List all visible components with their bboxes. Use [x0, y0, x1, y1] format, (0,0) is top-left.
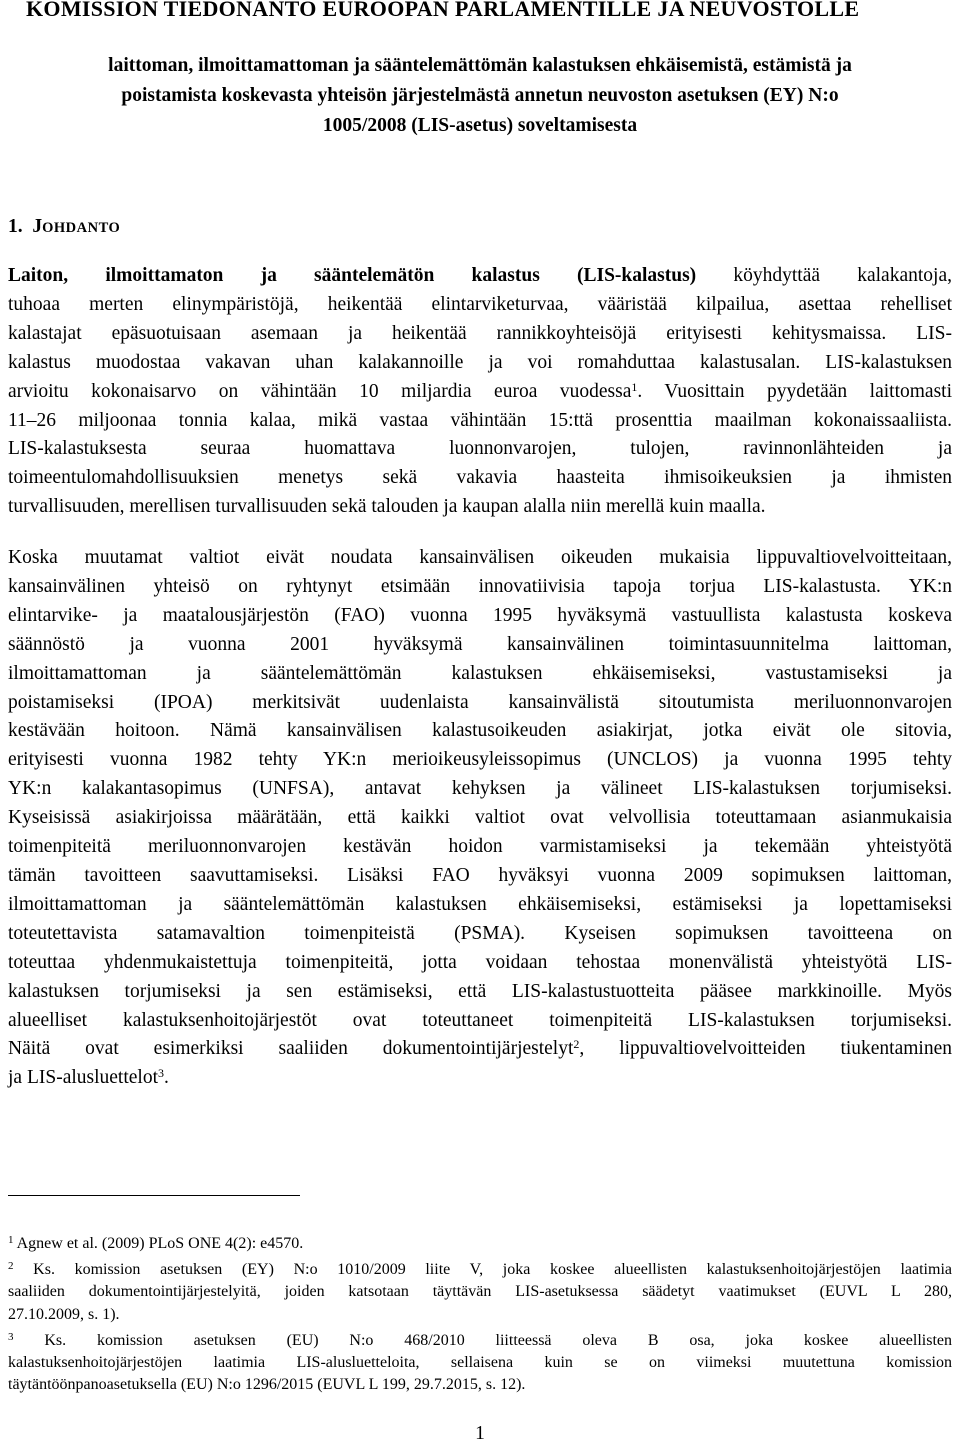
paragraph-line: toteuttaa yhdenmukaistettuja toimenpiteitä, jotta voidaan tehostaa monenvälistä yhteistyötä LIS-: [8, 951, 952, 973]
subtitle-line: laittoman, ilmoittamattoman ja sääntelemättömän kalastuksen ehkäisemistä, estämistä ja: [108, 55, 852, 76]
line-text: arvioitu kokonaisarvo on vähintään 10 miljardia euroa vuodessa: [8, 380, 632, 402]
paragraph-line: [8, 378, 952, 407]
paragraph-line: turvallisuuden, merellisen turvallisuuden sekä talouden ja kaupan alalla niin merellä kuin maalla.: [8, 496, 766, 518]
line-text: ja LIS-alusluettelot: [8, 1067, 159, 1089]
footnote-line: täytäntöönpanoasetuksella (EU) N:o 1296/2015 (EUVL L 199, 29.7.2015, s. 12).: [8, 1376, 526, 1394]
paragraph-line: säännöstö ja vuonna 2001 hyväksymä kansainvälinen toimintasuunnitelma laittoman,: [8, 633, 952, 655]
footnote-line: [8, 1330, 952, 1352]
footnote-text: Ks. komission asetuksen (EU) N:o 468/2010 liitteessä oleva B osa, joka koskee alueellisten: [13, 1331, 952, 1349]
paragraph-line: kansainvälinen yhteisö on ryhtynyt etsimään innovatiivisia tapoja torjua LIS-kalastusta. YK:n: [8, 575, 952, 597]
paragraph-line: [8, 1064, 952, 1093]
footnote-text: Ks. komission asetuksen (EY) N:o 1010/2009 liite V, joka koskee alueellisten kalastuksenhoitojärjestöjen laatimia: [13, 1261, 952, 1279]
footnote-3: [8, 1330, 952, 1397]
paragraph-line: erityisesti vuonna 1982 tehty YK:n merioikeusyleissopimus (UNCLOS) ja vuonna 1995 tehty: [8, 749, 952, 771]
footnote-2: [8, 1259, 952, 1326]
paragraph-line: kalastus muodostaa vakavan uhan kalakannoille ja voi romahduttaa kalastusalan. LIS-kalastuksen: [8, 351, 952, 373]
paragraph-line: toimeentulomahdollisuuksien menetys sekä vakavia haasteita ihmisoikeuksien ja ihmisten: [8, 467, 952, 489]
document-title: KOMISSION TIEDONANTO EUROOPAN PARLAMENTILLE JA NEUVOSTOLLE: [26, 0, 860, 21]
footnote-ref[interactable]: 3: [158, 1066, 165, 1081]
paragraph-line: tuhoaa merten elinympäristöjä, heikentää elintarviketurvaa, vääristää kilpailua, asettaa rehelliset: [8, 293, 952, 315]
paragraph-line: Kyseisissä asiakirjoissa määrätään, että kaikki valtiot ovat velvollisia toteuttamaan asianmukaisia: [8, 807, 952, 829]
paragraph-line: LIS-kalastuksesta seuraa huomattava luonnonvarojen, tulojen, ravinnonlähteiden ja: [8, 438, 952, 460]
subtitle-line: 1005/2008 (LIS-asetus) soveltamisesta: [322, 115, 638, 136]
footnote-line: kalastuksenhoitojärjestöjen laatimia LIS-alusluetteloita, sellaisena kuin se on viimeksi muutettuna komission: [8, 1354, 952, 1372]
line-text: .: [164, 1067, 169, 1089]
footnote-line: [8, 1233, 952, 1255]
footnote-line: 27.10.2009, s. 1).: [8, 1305, 120, 1323]
line-text: köyhdyttää kalakantoja,: [696, 265, 952, 286]
footnote-ref[interactable]: 2: [573, 1037, 580, 1052]
paragraph-line: poistamiseksi (IPOA) merkitsivät uudenlaista kansainvälistä sitoutumista meriluonnonvarojen: [8, 691, 952, 713]
paragraph-line: YK:n kalakantasopimus (UNFSA), antavat kehyksen ja välineet LIS-kalastuksen torjumiseksi.: [8, 778, 952, 800]
section-title-rest: OHDANTO: [42, 220, 121, 236]
footnotes: [8, 1233, 952, 1400]
paragraph-line: alueelliset kalastuksenhoitojärjestöt ovat toteuttaneet toimenpiteitä LIS-kalastuksen torjumiseksi.: [8, 1009, 952, 1031]
bold-lead-text: Laiton, ilmoittamaton ja sääntelemätön kalastus (LIS-kalastus): [8, 265, 697, 286]
paragraph-line: tämän tavoitteen saavuttamiseksi. Lisäksi FAO hyväksyi vuonna 2009 sopimuksen laittoman,: [8, 864, 952, 886]
paragraph-line: Koska muutamat valtiot eivät noudata kansainvälisen oikeuden mukaisia lippuvaltiovelvoitteitaan,: [8, 547, 952, 568]
paragraph-international-framework: [8, 544, 952, 1093]
footnote-number: 1: [8, 1234, 14, 1246]
footnote-line: saaliiden dokumentointijärjestelyitä, joiden katsotaan täyttävän LIS-asetuksessa säädetyt vaatimukset (EUVL L 280,: [8, 1283, 952, 1301]
paragraph-line: kestävään hoitoon. Nämä kansainvälisen kalastusoikeuden asiakirjat, jotka eivät ole sitovia,: [8, 720, 952, 742]
section-title-first: J: [32, 216, 43, 237]
page-number: 1: [475, 1423, 485, 1444]
line-text: , lippuvaltiovelvoitteiden tiukentaminen: [579, 1038, 952, 1060]
footnote-1: [8, 1233, 952, 1255]
paragraph-introduction: [8, 262, 952, 522]
paragraph-line: [8, 262, 952, 291]
document-subtitle: [8, 51, 952, 141]
footnote-divider: [8, 1195, 300, 1196]
footnote-number: 3: [8, 1330, 14, 1343]
paragraph-line: 11–26 miljoonaa tonnia kalaa, mikä vastaa vähintään 15:ttä prosenttia maailman kokonaissaaliista.: [8, 409, 952, 431]
subtitle-line: poistamista koskevasta yhteisön järjestelmästä annetun neuvoston asetuksen (EY) N:o: [121, 85, 839, 106]
footnote-text: Agnew et al. (2009) PLoS ONE 4(2): e4570.: [13, 1235, 304, 1252]
footnote-line: [8, 1259, 952, 1281]
section-number: 1.: [8, 216, 23, 237]
paragraph-line: toteutettavista satamavaltion toimenpiteistä (PSMA). Kyseisen sopimuksen tavoitteena on: [8, 922, 952, 944]
paragraph-line: ilmoittamattoman ja sääntelemättömän kalastuksen ehkäisemiseksi, estämiseksi ja lopettamiseksi: [8, 893, 952, 915]
paragraph-line: elintarvike- ja maatalousjärjestön (FAO) vuonna 1995 hyväksymä vastuullista kalastusta koskeva: [8, 604, 952, 626]
line-text: Näitä ovat esimerkiksi saaliiden dokumentointijärjestelyt: [8, 1038, 574, 1060]
footnote-ref[interactable]: 1: [631, 379, 638, 394]
footnote-number: 2: [8, 1260, 14, 1273]
paragraph-line: toimenpiteitä meriluonnonvarojen kestävän hoidon varmistamiseksi ja tekemään yhteistyötä: [8, 836, 952, 858]
paragraph-line: ilmoittamattoman ja sääntelemättömän kalastuksen ehkäisemiseksi, vastustamiseksi ja: [8, 662, 952, 684]
paragraph-line: [8, 1035, 952, 1064]
line-text: . Vuosittain pyydetään laittomasti: [637, 380, 952, 402]
paragraph-line: kalastuksen torjumiseksi ja sen estämiseksi, että LIS-kalastustuotteita pääsee markkinoille. Myös: [8, 980, 952, 1002]
paragraph-line: kalastajat epäsuotuisaan asemaan ja heikentää rannikkoyhteisöjä erityisesti kehitysmaissa. LIS-: [8, 322, 952, 344]
section-heading: [8, 212, 120, 243]
